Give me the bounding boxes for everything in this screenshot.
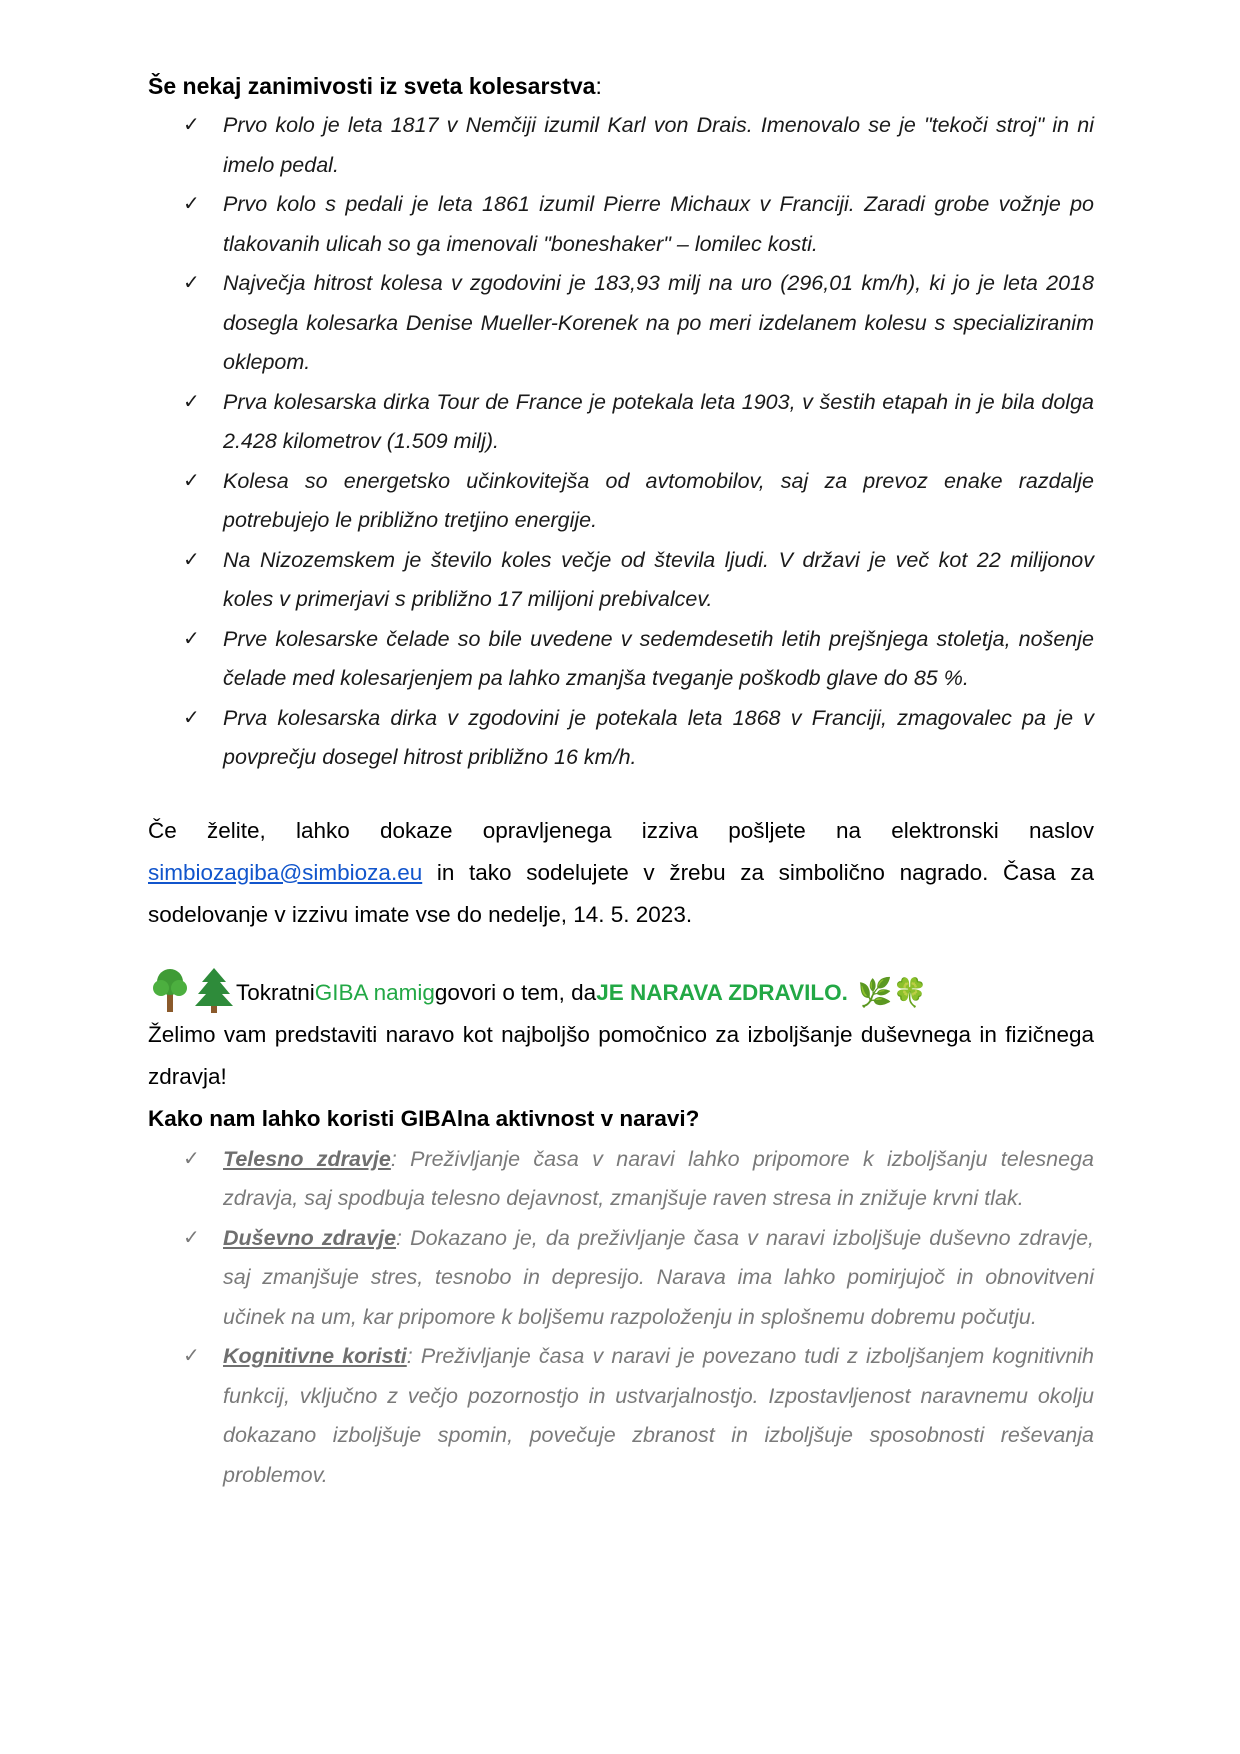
herb-clover-icon: 🌿🍀 [857, 976, 928, 1008]
benefit-text: : Preživljanje časa v naravi je povezano tudi z izboljšanjem kognitivnih funkcij, vključno z večjo pozornostjo in ustvarjalnostjo. Izpostavljenost naravnemu okolju dokazano izboljšuje spomin, povečuje zbranost in izboljšuje sposobnosti reševanja problemov. [223, 1344, 1095, 1487]
benefit-text: : Dokazano je, da preživljanje časa v naravi izboljšuje duševno zdravje, saj zmanjšuje stres, tesnobo in depresijo. Narava ima lahko pomirjujoč in obnovitveni učinek na um, kar pripomore k boljšemu razpoloženju in splošnemu dobremu počutju. [223, 1225, 1095, 1329]
fact-text: Prva kolesarska dirka Tour de France je potekala leta 1903, v šestih etapah in je bila dolga 2.428 kilometrov (1.509 milj). [223, 389, 1094, 453]
facts-heading-text: Še nekaj zanimivosti iz sveta kolesarstva [148, 73, 596, 99]
check-icon: ✓ [183, 114, 200, 136]
benefit-term: Telesno zdravje [223, 1146, 391, 1171]
deciduous-tree-icon [148, 966, 192, 1014]
fact-text: Na Nizozemskem je število koles večje od števila ljudi. V državi je več kot 22 milijonov koles v primerjavi s približno 17 milijoni prebivalcev. [223, 547, 1094, 611]
facts-heading-colon: : [595, 73, 602, 99]
benefits-list [148, 1140, 1094, 1496]
nature-intro: Želimo vam predstaviti naravo kot najboljšo pomočnico za izboljšanje duševnega in fizičnega zdravja! [148, 1021, 1094, 1089]
check-icon: ✓ [183, 548, 200, 571]
benefit-term: Duševno zdravje [223, 1225, 397, 1250]
benefit-term: Kognitivne koristi [223, 1344, 407, 1368]
fact-text: Prve kolesarske čelade so bile uvedene v sedemdesetih letih prejšnjega stoletja, nošenje čelade med kolesarjenjem pa lahko zmanjša tveganje poškodb glave do 85 %. [223, 626, 1094, 690]
submission-paragraph [148, 810, 1094, 936]
fact-item [148, 462, 1094, 541]
check-icon: ✓ [183, 1226, 200, 1249]
benefit-item [148, 1219, 1094, 1338]
evergreen-tree-icon [192, 966, 236, 1014]
fact-item [148, 106, 1094, 185]
fact-item [148, 699, 1094, 778]
tip-emphasis: JE NARAVA ZDRAVILO. [596, 979, 848, 1005]
check-icon: ✓ [183, 469, 200, 492]
fact-text: Kolesa so energetsko učinkovitejša od avtomobilov, saj za prevoz enake razdalje potrebujejo le približno tretjino energije. [223, 468, 1094, 532]
fact-item [148, 620, 1094, 699]
fact-text: Prvo kolo s pedali je leta 1861 izumil Pierre Michaux v Franciji. Zaradi grobe vožnje po tlakovanih ulicah so ga imenovali "boneshaker" – lomilec kosti. [223, 192, 1094, 256]
benefit-text: : Preživljanje časa v naravi lahko pripomore k izboljšanju telesnega zdravja, saj spodbuja telesno dejavnost, zmanjšuje raven stresa in znižuje krvni tlak. [223, 1146, 1094, 1210]
giba-tip-label: GIBA namig [314, 979, 435, 1005]
submission-text-before: Če želite, lahko dokaze opravljenega izziva pošljete na elektronski naslov [148, 817, 1094, 843]
tip-middle: govori o tem, da [434, 979, 597, 1005]
fact-item [148, 185, 1094, 264]
benefit-item [148, 1140, 1094, 1219]
email-link[interactable]: simbiozagiba@simbioza.eu [148, 859, 423, 885]
nature-tip-line [148, 966, 1094, 1014]
facts-heading [148, 66, 1094, 106]
benefit-item [148, 1337, 1094, 1495]
check-icon: ✓ [183, 193, 200, 215]
check-icon: ✓ [183, 272, 200, 294]
tip-prefix: Tokratni [236, 979, 315, 1005]
fact-text: Prva kolesarska dirka v zgodovini je potekala leta 1868 v Franciji, zmagovalec pa je v povprečju dosegel hitrost približno 16 km/h. [223, 705, 1094, 769]
check-icon: ✓ [183, 1345, 200, 1367]
fact-item [148, 264, 1094, 383]
facts-list [148, 106, 1094, 778]
submission-text-after: in tako sodelujete v žrebu za simbolično nagrado. Časa za sodelovanje v izzivu imate vse do nedelje, 14. 5. 2023. [148, 859, 1094, 927]
check-icon: ✓ [183, 1147, 200, 1170]
check-icon: ✓ [183, 706, 200, 729]
benefits-heading: Kako nam lahko koristi GIBAlna aktivnost v naravi? [148, 1105, 700, 1131]
check-icon: ✓ [183, 627, 200, 650]
fact-text: Prvo kolo je leta 1817 v Nemčiji izumil Karl von Drais. Imenovalo se je "tekoči stroj" in ni imelo pedal. [223, 113, 1094, 177]
fact-item [148, 383, 1094, 462]
fact-text: Največja hitrost kolesa v zgodovini je 183,93 milj na uro (296,01 km/h), ki jo je leta 2018 dosegla kolesarka Denise Mueller-Korenek na po meri izdelanem kolesu s specializiranim oklepom. [223, 271, 1094, 374]
check-icon: ✓ [183, 390, 200, 413]
document-page [148, 66, 1094, 1495]
fact-item [148, 541, 1094, 620]
